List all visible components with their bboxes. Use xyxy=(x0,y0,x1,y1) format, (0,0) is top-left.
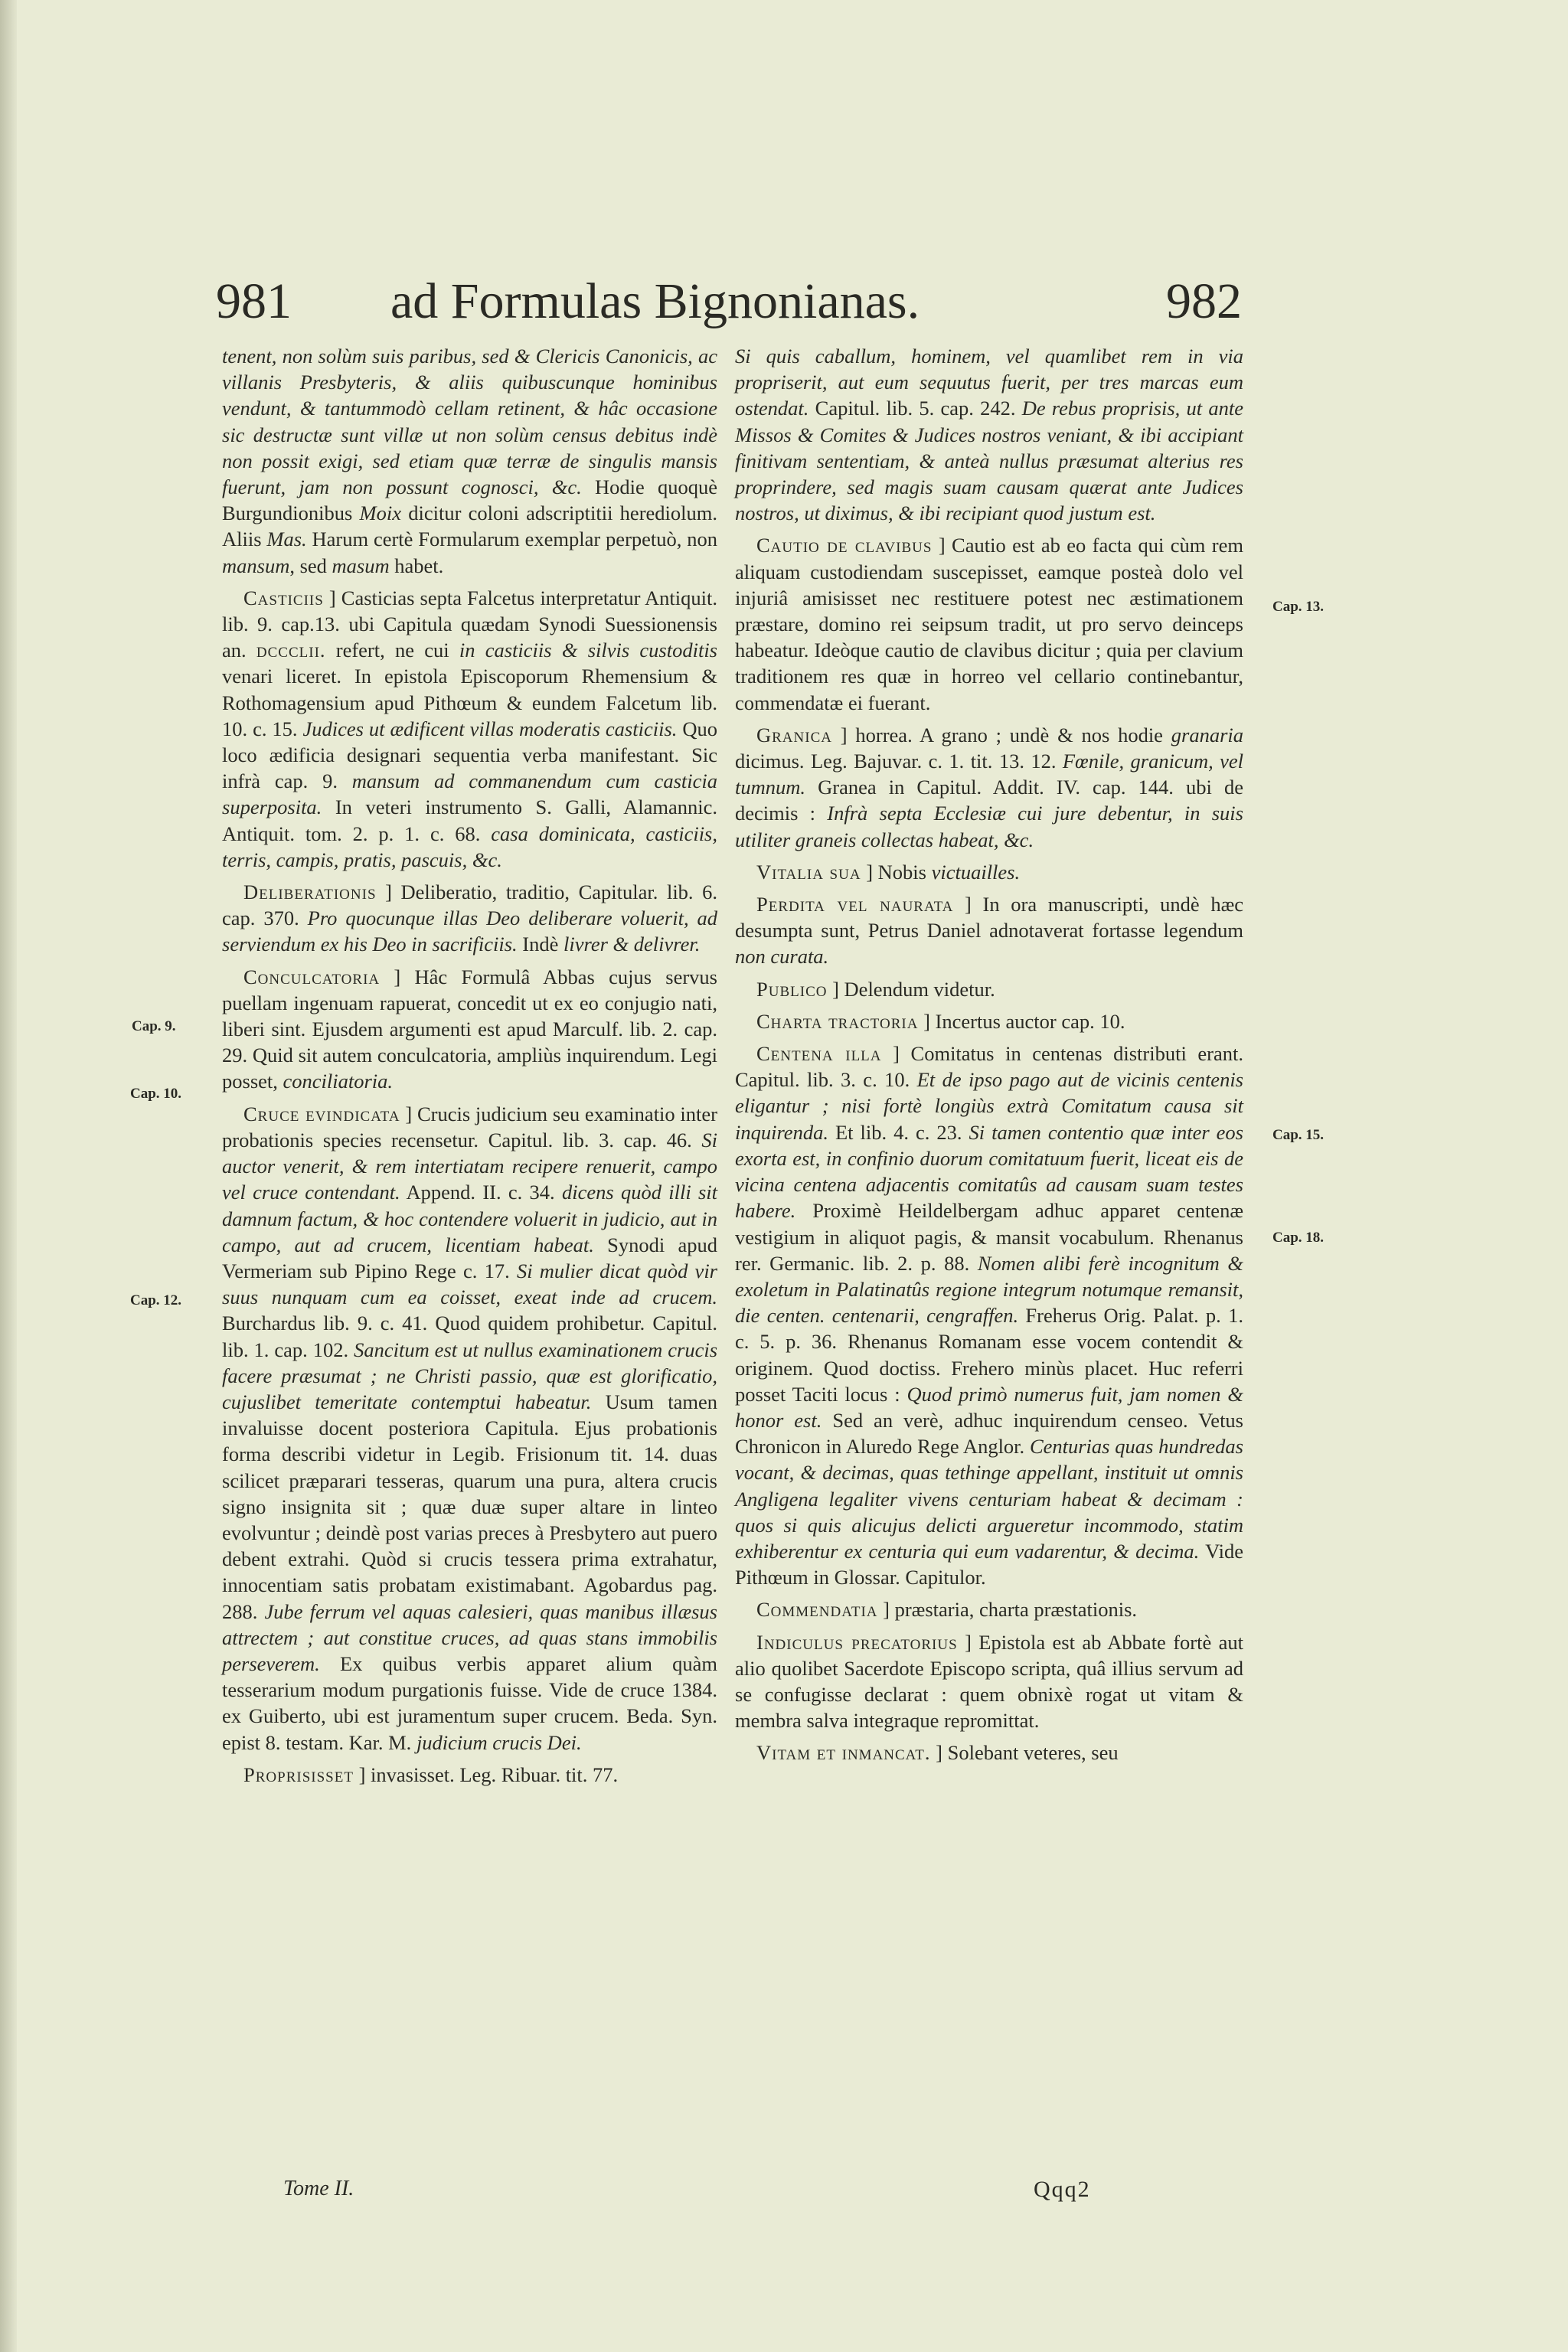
text-run: dicitur coloni adscriptitii herediolum. Aliis xyxy=(222,501,717,551)
entry-headword: Casticiis xyxy=(243,586,324,609)
glossary-entry xyxy=(735,722,1243,853)
italic-quotation: granaria xyxy=(1171,723,1243,746)
text-run: Indè xyxy=(517,933,564,956)
entry-headword: Cruce evindicata xyxy=(243,1102,400,1125)
italic-quotation: mansum ad commanendum cum casticia superposita. xyxy=(222,769,717,819)
glossary-entry xyxy=(735,532,1243,715)
glossary-entry xyxy=(222,1101,717,1756)
italic-quotation: Si quis caballum, hominem, vel quamlibet rem in via propriserit, aut eum sequutus fuerit, per tres marcas eum ostendat. xyxy=(735,345,1243,420)
margin-note-cap-13: Cap. 13. xyxy=(1272,599,1325,615)
italic-quotation: Pro quocunque illas Deo deliberare voluerit, ad serviendum ex his Deo in sacrificiis. xyxy=(222,906,717,956)
margin-note-cap-12: Cap. 12. xyxy=(130,1292,182,1308)
entry-headword: Deliberationis xyxy=(243,880,377,904)
italic-quotation: Mas. xyxy=(266,528,307,551)
entry-headword: Granica xyxy=(756,723,832,746)
italic-quotation: Jube ferrum vel aquas calesieri, quas manibus illæsus attrectem ; aut constitue cruces, ad quas stans immobilis perseverem. xyxy=(222,1599,717,1675)
italic-quotation: Si auctor venerit, & rem intertiatam recipere renuerit, campo vel cruce contendant. xyxy=(222,1128,717,1204)
glossary-entry xyxy=(735,1629,1243,1734)
continued-paragraph xyxy=(735,343,1243,526)
italic-quotation: mansum xyxy=(222,554,290,577)
text-run: Harum certè Formularum exemplar perpetuò, non xyxy=(306,528,717,551)
text-run: Vide Pithœum in Glossar. Capitulor. xyxy=(735,1539,1243,1589)
text-run: ] horrea. A grano ; undè & nos hodie xyxy=(831,723,1171,746)
text-run: ] Nobis xyxy=(861,860,932,884)
text-run: Et lib. 4. c. 23. xyxy=(828,1120,969,1144)
glossary-entry xyxy=(735,859,1243,885)
italic-quotation: tenent, non solùm suis paribus, sed & Clericis Canonicis, ac villanis Presbyteris, & aliis quibuscunque hominibus vendunt, & tantummodò cellam retinent, & hâc occasione sic destructæ sunt villæ ut non solùm census debitus indè non possit exigi, sed etiam quæ terræ de singulis mansis fuerunt, jam non possunt cognosci, &c. xyxy=(222,345,717,499)
italic-quotation: Si tamen contentio quæ inter eos exorta est, in confinio duorum comitatuum fuerit, liceat eis de vicina centena adjacentis comitatûs ad causam suam testes habere. xyxy=(735,1120,1243,1223)
text-run: refert, ne cui xyxy=(325,639,459,662)
page-title: ad Formulas Bignonianas. xyxy=(390,273,920,329)
italic-quotation: Et de ipso pago aut de vicinis centenis eligantur ; nisi fortè longiùs extrà Comitatum causa sit inquirenda. xyxy=(735,1068,1243,1144)
text-run: ] præstaria, charta præstationis. xyxy=(877,1598,1138,1622)
text-run: Proximè Heildelbergam adhuc apparet centenæ vestigium in aliquot pagis, & mansit vocabulum. Rhenanus rer. Germanic. lib. 2. p. 88. xyxy=(735,1199,1243,1275)
italic-quotation: casa dominicata, casticiis, terris, campis, pratis, pascuis, &c. xyxy=(222,822,717,871)
text-run: ] Epistola est ab Abbate fortè aut alio quolibet Sacerdote Episcopo scripta, quâ illius servum ad se confugisse declarat : quem obnixè rogat ut vitam & membra salva integraque repromittat. xyxy=(735,1630,1243,1733)
text-run: ] Crucis judicium seu examinatio inter probationis species recensetur. Capitul. lib. 3. cap. 46. xyxy=(222,1102,717,1152)
entry-headword: Proprisisset xyxy=(243,1762,354,1786)
entry-headword: Centena illa xyxy=(756,1042,882,1066)
margin-note-cap-10: Cap. 10. xyxy=(130,1086,182,1102)
text-run: Sed an verè, adhuc inquirendum censeo. Vetus Chronicon in Aluredo Rege Anglor. xyxy=(735,1408,1243,1459)
text-run: ] In ora manuscripti, undè hæc desumpta sunt, Petrus Daniel adnotaverat fortasse legendum xyxy=(735,893,1244,942)
glossary-entry xyxy=(735,1008,1243,1034)
italic-quotation: non curata. xyxy=(735,945,829,969)
left-text-column xyxy=(222,343,717,1794)
text-run: Capitul. lib. 5. cap. 242. xyxy=(808,397,1022,420)
text-run: Append. II. c. 34. xyxy=(400,1181,562,1204)
italic-quotation: dicens quòd illi sit damnum factum, & hoc contendere voluerit in judicio, aut in campo, aut ad crucem, licentiam habeat. xyxy=(222,1181,718,1256)
margin-note-cap-9: Cap. 9. xyxy=(132,1018,176,1034)
entry-headword: Vitam et inmancat. xyxy=(756,1741,931,1765)
italic-quotation: Quod primò numerus fuit, jam nomen & honor est. xyxy=(735,1382,1243,1432)
glossary-entry xyxy=(735,1596,1243,1622)
italic-quotation: victuailles. xyxy=(931,860,1021,884)
italic-quotation: conciliatoria. xyxy=(283,1070,394,1093)
text-run: , sed xyxy=(289,554,332,577)
italic-quotation: Si mulier dicat quòd vir suus nunquam cum ea coisset, exeat inde ad crucem. xyxy=(222,1259,717,1309)
text-run: ] Comitatus in centenas distributi erant. Capitul. lib. 3. c. 10. xyxy=(735,1042,1243,1092)
page-header xyxy=(216,273,1242,329)
margin-note-cap-18: Cap. 18. xyxy=(1272,1230,1325,1246)
italic-quotation: livrer & delivrer. xyxy=(564,933,701,956)
page-number-right: 982 xyxy=(1166,273,1242,329)
entry-headword: Charta tractoria xyxy=(756,1009,919,1033)
glossary-entry xyxy=(735,1740,1243,1766)
italic-quotation: Fœnile, granicum, vel tumnum. xyxy=(735,750,1243,799)
text-run: ] Hâc Formulâ Abbas cujus servus puellam ingenuam rapuerat, concedit ut ex eo conjugio nati, liberi sint. Ejusdem argumenti est apud Marculf. lib. 2. cap. 29. Quid sit autem conculcatoria, ampliùs inquirendum. Legi posset, xyxy=(222,965,717,1093)
italic-quotation: De rebus proprisis, ut ante Missos & Comites & Judices nostros veniant, & ibi accipiant finitivam sententiam, & anteà nullus præsumat alterius res proprindere, sed magis suam causam quærat ante Judices nostros, ut diximus, & ibi recipiant quod justum est. xyxy=(735,397,1243,525)
text-run: ] invasisset. Leg. Ribuar. tit. 77. xyxy=(353,1762,619,1786)
continued-paragraph xyxy=(222,343,717,579)
entry-headword: Publico xyxy=(756,977,828,1001)
text-run: In veteri instrumento S. Galli, Alamannic. Antiquit. tom. 2. p. 1. c. 68. xyxy=(222,795,717,845)
entry-headword: Indiculus precatorius xyxy=(756,1630,958,1654)
footer-signature-mark: Qqq2 xyxy=(1034,2177,1091,2202)
text-run: Ex quibus verbis apparet alium quàm tesserarium modum purgationis fuisse. Vide de cruce 1384. ex Guiberto, ubi est juramentum super crucem. Beda. Syn. epist 8. testam. Kar. M. xyxy=(222,1651,717,1754)
italic-quotation: Infrà septa Ecclesiæ cui jure debentur, in suis utiliter graneis collectas habeat, &c. xyxy=(735,802,1243,851)
text-run: habet. xyxy=(389,554,444,577)
italic-quotation: Nomen alibi ferè incognitum & exoletum in Palatinatûs regione integrum notumque remansit, die centen. centenarii, cengraffen. xyxy=(735,1251,1243,1328)
italic-quotation: Moix xyxy=(359,501,401,525)
entry-headword: Perdita vel naurata xyxy=(756,893,954,916)
page-gutter-shadow xyxy=(0,0,17,2352)
text-run: Hodie quoquè Burgundionibus xyxy=(222,475,717,525)
entry-headword: Conculcatoria xyxy=(243,965,381,988)
margin-note-cap-15: Cap. 15. xyxy=(1272,1127,1325,1143)
text-run: Granea in Capitul. Addit. IV. cap. 144. ubi de decimis : xyxy=(735,776,1243,825)
glossary-entry xyxy=(222,964,717,1095)
glossary-entry xyxy=(222,1762,717,1788)
italic-quotation: masum xyxy=(332,554,390,577)
text-run: Burchardus lib. 9. c. 41. Quod quidem prohibetur. Capitul. lib. 1. cap. 102. xyxy=(222,1312,717,1361)
italic-quotation: Judices ut ædificent villas moderatis casticiis. xyxy=(302,717,678,740)
entry-headword: dccclii. xyxy=(256,639,326,662)
text-run: ] Cautio est ab eo facta qui cùm rem aliquam custodiendam suscepisset, eamque posteà dolo vel injuriâ amisisset nec restituere potest nec æstimationem præstare, domino rei seipsum tradit, ut pro servo deinceps habeatur. Ideòque cautio de clavibus dicitur ; quia per clavium traditionem res quæ in horreo vel cellario continebantur, commendatæ ei fuerant. xyxy=(735,534,1243,714)
text-run: ] Delendum videtur. xyxy=(827,977,995,1001)
glossary-entry xyxy=(735,976,1243,1002)
text-run: Synodi apud Vermeriam sub Pipino Rege c. 17. xyxy=(222,1233,717,1282)
entry-headword: Commendatia xyxy=(756,1598,878,1622)
text-run: ] Casticias septa Falcetus interpretatur Antiquit. lib. 9. cap.13. ubi Capitula quædam Synodi Suessionensis an. xyxy=(222,586,717,662)
italic-quotation: in casticiis & silvis custoditis xyxy=(459,639,717,662)
italic-quotation: Sancitum est ut nullus examinationem crucis facere præsumat ; ne Christi passio, quæ est glorificatio, cujuslibet temeritate contemptui habeatur. xyxy=(222,1338,718,1413)
glossary-entry xyxy=(735,1040,1243,1590)
entry-headword: Vitalia sua xyxy=(756,860,861,884)
text-run: ] Incertus auctor cap. 10. xyxy=(918,1009,1125,1033)
italic-quotation: judicium crucis Dei. xyxy=(416,1730,582,1754)
glossary-entry xyxy=(222,585,717,873)
italic-quotation: Centurias quas hundredas vocant, & decimas, quas tethinge appellant, instituit ut omnis Angligena legaliter vivens centuriam habeat & decimam : quos si quis alicujus delicti argueretur incommodo, statim exhiberentur ex centuria qui eum vadarentur, & decima. xyxy=(735,1435,1243,1563)
text-run: dicimus. Leg. Bajuvar. c. 1. tit. 13. 12. xyxy=(735,750,1063,773)
text-run: ] Solebant veteres, seu xyxy=(930,1741,1119,1765)
text-run: ] Deliberatio, traditio, Capitular. lib. 6. cap. 370. xyxy=(222,880,717,930)
entry-headword: Cautio de clavibus xyxy=(756,534,933,557)
footer-tome-label: Tome II. xyxy=(283,2177,354,2200)
text-run: Usum tamen invaluisse docent posteriora Capitula. Ejus probationis forma describi videtur in Legib. Frisionum tit. 14. duas scilicet præparari tesseras, quarum una pura, altera crucis signo insignita sit ; quæ duæ super altare in linteo evolvuntur ; deindè post varias preces à Presbytero aut puero debent extrahi. Quòd si crucis tessera prima extrahatur, innocentiam satis probatam existimabant. Agobardus pag. 288. xyxy=(222,1390,717,1623)
text-run: Freherus Orig. Palat. p. 1. c. 5. p. 36. Rhenanus Romanam esse vocem contendit & originem. Quod doctiss. Frehero minùs placet. Huc referri posset Taciti locus : xyxy=(735,1304,1243,1406)
right-text-column xyxy=(735,343,1243,1772)
text-run: Quo loco ædificia designari sequentia verba manifestant. Sic infrà cap. 9. xyxy=(222,717,717,793)
page-number-left: 981 xyxy=(216,273,292,329)
text-run: venari liceret. In epistola Episcoporum Rhemensium & Rothomagensium apud Pithœum & eundem Falcetum lib. 10. c. 15. xyxy=(222,665,717,740)
glossary-entry xyxy=(222,879,717,958)
glossary-entry xyxy=(735,891,1243,970)
